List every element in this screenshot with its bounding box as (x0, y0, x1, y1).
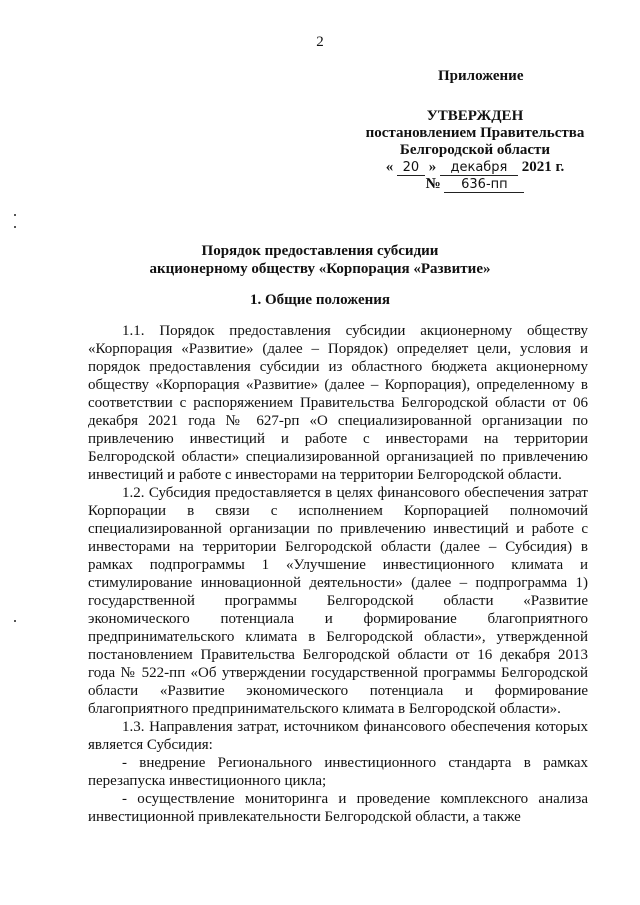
approval-line-region: Белгородской области (399, 142, 551, 158)
paragraph-1-2: 1.2. Субсидия предоставляется в целях финансового обеспечения затрат Корпорации в связи с исполнением Корпорацией полномочий специализированной организации по привлечению инвестиций и работе с инвесторами на территории Белгородской области (далее – Субсидия) в рамках подпрограммы 1 «Улучшение инвестиционного климата и стимулирование инновационной деятельности» (далее – подпрограмма 1) государственной программы Белгородской области «Развитие экономического потенциала и формирование благоприятного предпринимательского климата в Белгородской области», утвержденной постановлением Правительства Белгородской области от 16 декабря 2013 года № 522-пп «Об утверждении государственной программы Белгородской области «Развитие экономического потенциала и формирование благоприятного предпринимательского климата в Белгородской области». (88, 485, 588, 717)
scan-mark (14, 214, 16, 216)
number-label: № (425, 176, 441, 192)
document-body (88, 322, 588, 826)
list-item: - внедрение Регионального инвестиционного стандарта в рамках перезапуска инвестиционного цикла; (88, 755, 588, 789)
approval-title: УТВЕРЖДЕН (426, 108, 524, 124)
list-item: - осуществление мониторинга и проведение комплексного анализа инвестиционной привлекательности Белгородской области, а также (88, 791, 588, 825)
document-title-line2: акционерному обществу «Корпорация «Развитие» (149, 261, 491, 277)
approval-line-resolution: постановлением Правительства (365, 125, 585, 141)
approval-number (340, 176, 610, 193)
scan-mark (14, 620, 16, 622)
page-number: 2 (316, 34, 324, 50)
scan-mark (14, 226, 16, 228)
appendix-label: Приложение (438, 68, 524, 84)
paragraph-1-3: 1.3. Направления затрат, источником финансового обеспечения которых является Субсидия: (88, 719, 588, 753)
paragraph-1-1: 1.1. Порядок предоставления субсидии акционерному обществу «Корпорация «Развитие» (далее – Порядок) определяет цели, условия и порядок предоставления субсидии из областного бюджета акционерному обществу «Корпорация «Развитие» (далее – Корпорация), определенному в соответствии с распоряжением Правительства Белгородской области от 06 декабря 2021 года № 627-рп «О специализированной организации по привлечению инвестиций и работе с инвесторами на территории Белгородской области» специализированной организацией по привлечению инвестиций и работе с инвесторами на территории Белгородской области. (88, 323, 588, 483)
section-heading: 1. Общие положения (249, 292, 391, 308)
date-close-quote: » (428, 159, 437, 175)
date-year: 2021 г. (521, 159, 565, 175)
date-month: декабря (440, 161, 518, 176)
document-title (0, 242, 640, 278)
document-title-line1: Порядок предоставления субсидии (201, 243, 439, 259)
approval-date (340, 159, 610, 176)
approval-stamp (340, 108, 610, 193)
date-open-quote: « (385, 159, 394, 175)
number-value: 636-пп (444, 178, 524, 193)
date-day: 20 (397, 161, 425, 176)
